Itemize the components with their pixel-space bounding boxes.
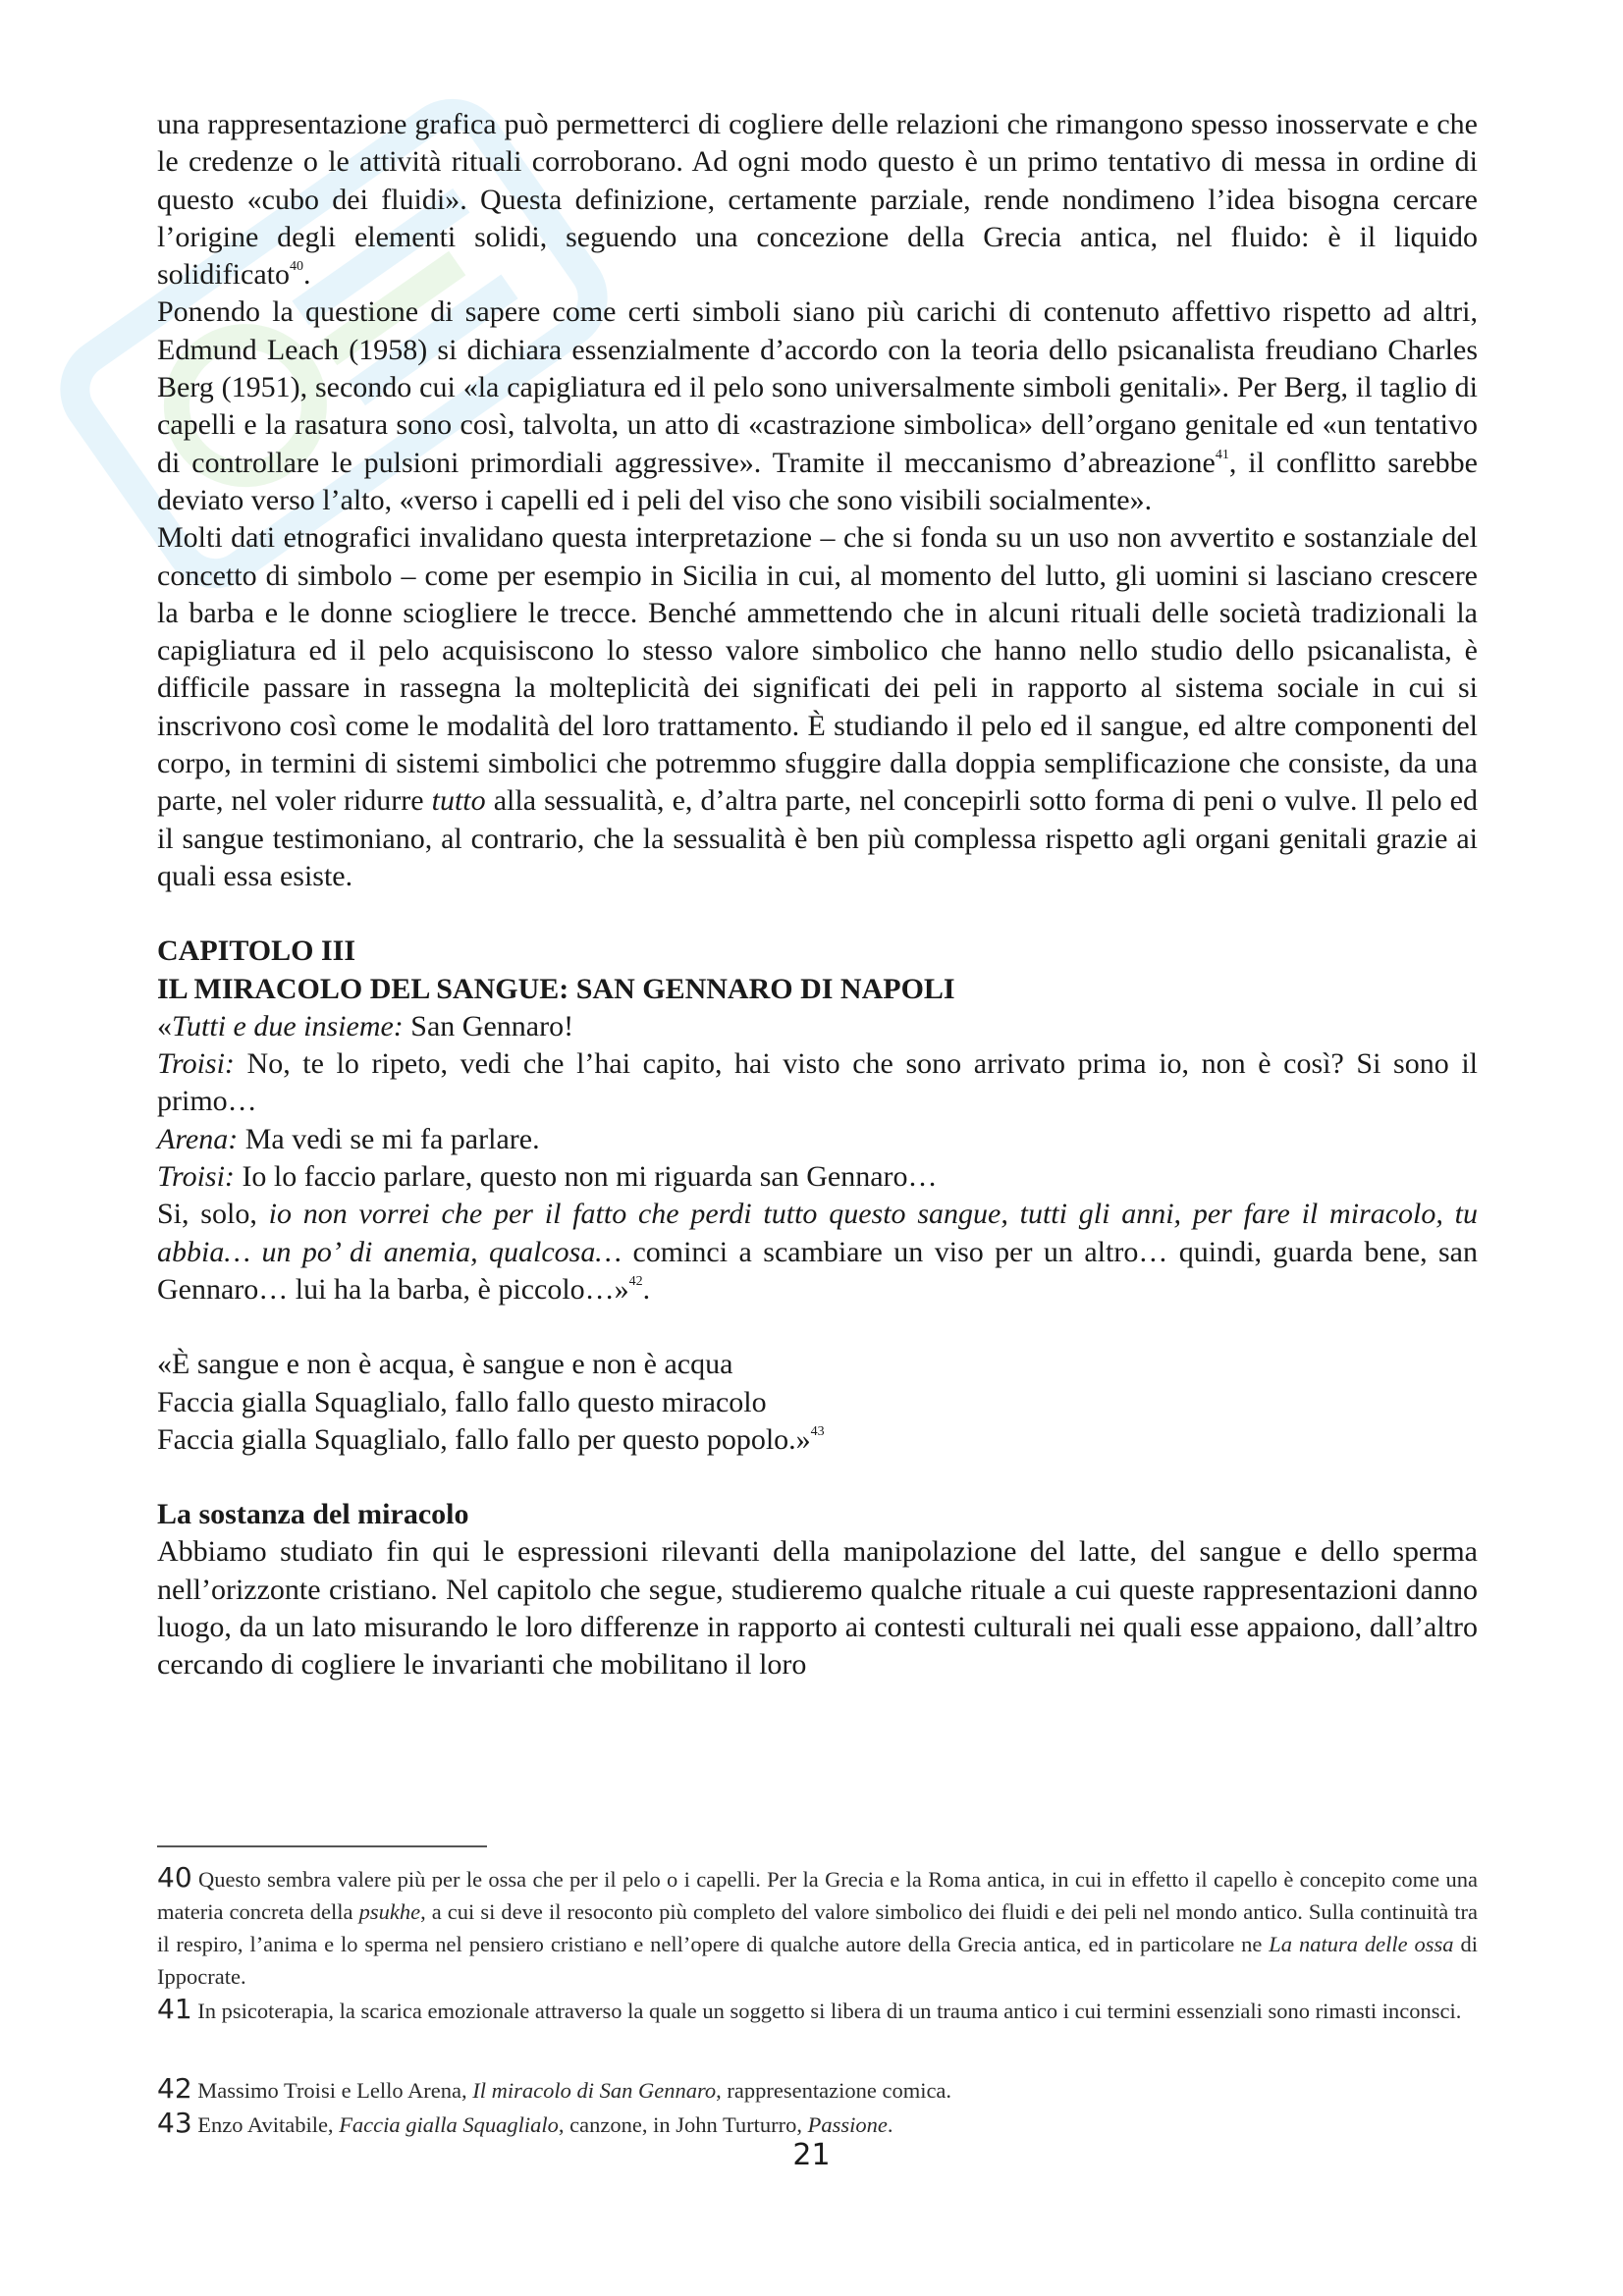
footnote-ref-40[interactable]: 40: [289, 259, 303, 275]
paragraph-1: una rappresentazione grafica può permetterci di cogliere delle relazioni che rimangono spesso inosservate e che le credenze o le attività rituali corroborano. Ad ogni modo questo è un primo tentativo di messa in ordine di questo «cubo dei fluidi». Questa definizione, certamente parziale, rende nondimeno l’idea bisogna cercare l’origine degli elementi solidi, seguendo una concezione della Grecia antica, nel fluido: è il liquido solidificato$^{40}$.: [157, 108, 1478, 292]
footnotes: [157, 1845, 1478, 2141]
chapter-label: CAPITOLO III: [157, 934, 356, 968]
footnote-ref-43[interactable]: 43: [810, 1423, 825, 1439]
paragraph-2: Ponendo la questione di sapere come certi simboli siano più carichi di contenuto affettivo rispetto ad altri, Edmund Leach (1958) si dichiara essenzialmente d’accordo con la teoria dello psicanalista freudiano Charles Berg (1951), secondo cui «la capigliatura ed il pelo sono universalmente simboli genitali». Per Berg, il taglio di capelli e la rasatura sono così, talvolta, un atto di «castrazione simbolica» dell’organo genitale ed «un tentativo di controllare le pulsioni primordiali aggressive». Tramite il meccanismo d’abreazione$^{41}$, il conflitto sarebbe deviato verso l’alto, «verso i capelli ed i peli del viso che sono visibili socialmente».: [157, 295, 1478, 516]
dialogue-line-3: Arena: Ma vedi se mi fa parlare.: [157, 1122, 540, 1155]
main-text: [157, 106, 1478, 1684]
footnote-41: 41 In psicoterapia, la scarica emozionale attraverso la quale un soggetto si libera di un trauma antico i cui termini essenziali sono rimasti inconsci.: [157, 1993, 1462, 2025]
dialogue-line-4: Troisi: Io lo faccio parlare, questo non mi riguarda san Gennaro…: [157, 1160, 938, 1194]
paragraph-3: Molti dati etnografici invalidano questa interpretazione – che si fonda su un uso non avvertito e sostanziale del concetto di simbolo – come per esempio in Sicilia in cui, al momento del lutto, gli uomini si lasciano crescere la barba e le donne sciogliere le trecce. Benché ammettendo che in alcuni rituali delle società tradizionali la capigliatura ed il pelo acquisiscono lo stesso valore simbolico che hanno nello studio dello psicanalista, è difficile passare in rassegna la molteplicità dei significati dei peli in rapporto al sistema sociale in cui si inscrivono così come le modalità del loro trattamento. È studiando il pelo ed il sangue, ed altre componenti del corpo, in termini di sistemi simbolici che potremmo sfuggire dalla doppia semplificazione che consiste, da una parte, nel voler ridurre tutto alla sessualità, e, d’altra parte, nel concepirli sotto forma di peni o vulve. Il pelo ed il sangue testimoniano, al contrario, che la sessualità è ben più complessa rispetto agli organi genitali grazie ai quali essa esiste.: [157, 521, 1478, 892]
song-line-2: Faccia gialla Squaglialo, fallo fallo questo miracolo: [157, 1385, 767, 1418]
footnote-43: 43 Enzo Avitabile, Faccia gialla Squaglialo, canzone, in John Turturro, Passione.: [157, 2107, 893, 2139]
section-paragraph: Abbiamo studiato fin qui le espressioni rilevanti della manipolazione del latte, del sangue e dello sperma nell’orizzonte cristiano. Nel capitolo che segue, studieremo qualche rituale a cui queste rappresentazioni danno luogo, da un lato misurando le loro differenze in rapporto ai contesti culturali nei quali esse appaiono, dall’altro cercando di cogliere le invarianti che mobilitano il loro: [157, 1535, 1478, 1682]
chapter-title: IL MIRACOLO DEL SANGUE: SAN GENNARO DI NAPOLI: [157, 972, 955, 1005]
section-heading: La sostanza del miracolo: [157, 1498, 469, 1531]
footnote-ref-41[interactable]: 41: [1215, 447, 1229, 462]
dialogue-line-1: «Tutti e due insieme: San Gennaro!: [157, 1009, 574, 1042]
footnote-42: 42 Massimo Troisi e Lello Arena, Il miracolo di San Gennaro, rappresentazione comica.: [157, 2072, 952, 2105]
footnote-40: 40 Questo sembra valere più per le ossa che per il pelo o i capelli. Per la Grecia e la Roma antica, in cui in effetto il capello è concepito come una materia concreta della psukhe, a cui si deve il resoconto più completo del valore simbolico dei fluidi e dei peli nel mondo antico. Sulla continuità tra il respiro, l’anima e lo sperma nel pensiero cristiano e nell’opere di qualche autore della Grecia antica, ed in particolare ne La natura delle ossa di Ippocrate.: [157, 1861, 1479, 1989]
song-line-1: «È sangue e non è acqua, è sangue e non è acqua: [157, 1348, 733, 1381]
footnote-divider: [157, 1845, 487, 1847]
song-line-3: Faccia gialla Squaglialo, fallo fallo per questo popolo.»$^{43}$: [157, 1422, 825, 1456]
dialogue-line-5: Si, solo, io non vorrei che per il fatto che perdi tutto questo sangue, tutti gli anni, per fare il miracolo, tu abbia… un po’ di anemia, qualcosa… cominci a scambiare un viso per un altro… quindi, guarda bene, san Gennaro… lui ha la barba, è piccolo…»$^{42}$.: [157, 1198, 1479, 1306]
footnote-ref-42[interactable]: 42: [628, 1273, 643, 1289]
dialogue-line-2: Troisi: No, te lo ripeto, vedi che l’hai capito, hai visto che sono arrivato prima io, non è così? Si sono il primo…: [157, 1047, 1478, 1118]
page-number: 21: [792, 2138, 831, 2172]
